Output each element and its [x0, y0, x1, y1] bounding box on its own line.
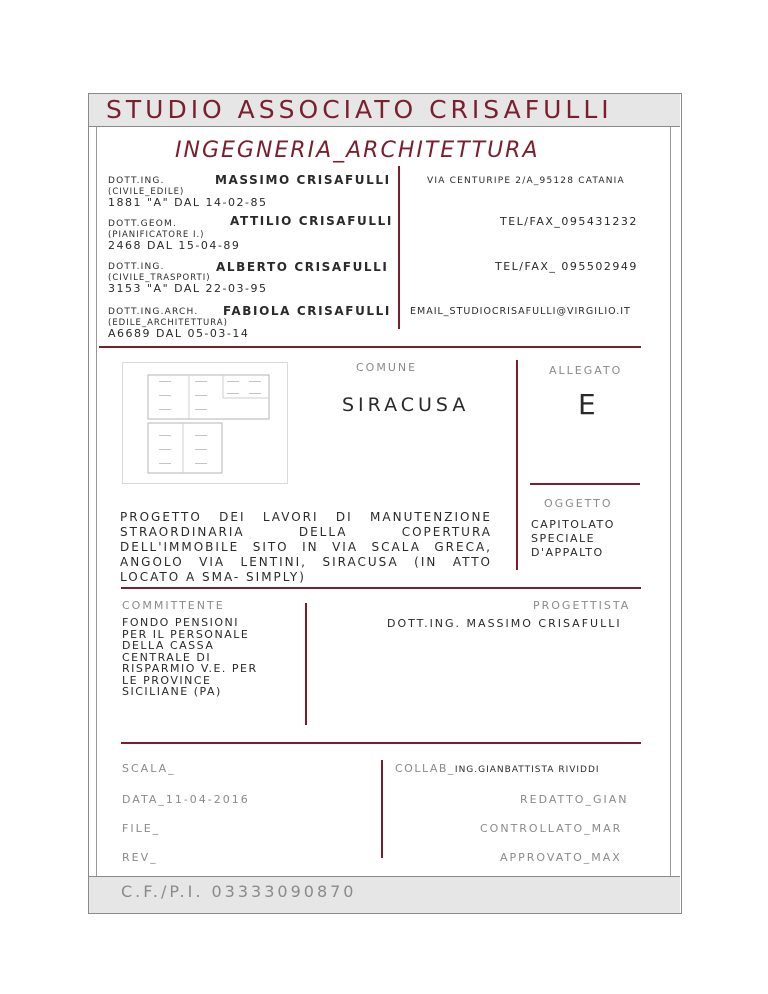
oggetto-divider — [530, 483, 640, 485]
rev-field: REV_ — [122, 851, 158, 864]
progettista-label: PROGETTISTA — [533, 599, 631, 612]
committente-label: COMMITTENTE — [122, 599, 225, 612]
oggetto-line: SPECIALE — [531, 532, 596, 545]
professional-name: ATTILIO CRISAFULLI — [230, 214, 393, 228]
collab-field — [395, 762, 600, 775]
fiscal-code: C.F./P.I. 03333090870 — [121, 882, 357, 901]
professional-name: ALBERTO CRISAFULLI — [216, 260, 389, 274]
oggetto-line: CAPITOLATO — [531, 518, 615, 531]
committente-line: DELLA CASSA — [122, 639, 215, 652]
allegato-value: E — [578, 388, 596, 421]
comune-label: COMUNE — [356, 361, 418, 374]
studio-subtitle: INGEGNERIA_ARCHITETTURA — [175, 138, 540, 163]
site-plan-drawing — [123, 363, 287, 483]
section-divider — [121, 587, 641, 589]
allegato-label: ALLEGATO — [549, 364, 623, 377]
allegato-divider — [516, 360, 518, 570]
header-divider — [398, 166, 400, 329]
professional-title: DOTT.ING. — [108, 262, 165, 272]
redatto-field: REDATTO_GIAN — [520, 793, 629, 806]
progettista-value: DOTT.ING. MASSIMO CRISAFULLI — [387, 617, 622, 630]
committente-line: LE PROVINCE — [122, 673, 212, 687]
professional-title: DOTT.ING. — [108, 176, 165, 186]
professional-spec: (CIVILE_TRASPORTI) — [108, 273, 211, 283]
committente-line: PER IL PERSONALE — [122, 627, 250, 641]
committente-line: FONDO PENSIONI — [122, 616, 240, 629]
professional-name: MASSIMO CRISAFULLI — [215, 173, 391, 187]
committente-line: SICILIANE (PA) — [122, 685, 222, 698]
site-plan-thumbnail — [122, 362, 288, 484]
approvato-field: APPROVATO_MAX — [500, 851, 622, 864]
studio-name: STUDIO ASSOCIATO CRISAFULLI — [106, 95, 613, 124]
studio-address: VIA CENTURIPE 2/A_95128 CATANIA — [427, 176, 625, 186]
committente-value — [122, 617, 292, 698]
section-divider — [121, 742, 641, 744]
comune-value: SIRACUSA — [342, 394, 470, 416]
professional-spec: (PIANIFICATORE I.) — [108, 230, 205, 240]
professional-name: FABIOLA CRISAFULLI — [223, 304, 391, 318]
oggetto-line: D'APPALTO — [531, 546, 604, 559]
studio-phone-1: TEL/FAX_095431232 — [500, 215, 638, 228]
file-field: FILE_ — [122, 822, 161, 835]
professional-spec: (CIVILE_EDILE) — [108, 187, 185, 197]
section-divider — [99, 346, 641, 348]
professional-registration: 1881 "A" DAL 14-02-85 — [108, 196, 268, 209]
committente-line: CENTRALE DI — [122, 650, 212, 664]
data-field: DATA_11-04-2016 — [122, 793, 250, 806]
committente-divider — [305, 603, 307, 725]
studio-phone-2: TEL/FAX_ 095502949 — [495, 260, 638, 273]
professional-title: DOTT.GEOM. — [108, 219, 178, 229]
professional-registration: 3153 "A" DAL 22-03-95 — [108, 282, 268, 295]
collab-name: ING.GIANBATTISTA RIVIDDI — [454, 765, 600, 775]
controllato-field: CONTROLLATO_MAR — [480, 822, 623, 835]
oggetto-label: OGGETTO — [544, 497, 613, 510]
right-border-line — [670, 125, 671, 887]
professional-title: DOTT.ING.ARCH. — [108, 307, 199, 317]
professional-registration: 2468 DAL 15-04-89 — [108, 239, 241, 252]
left-border-line — [96, 125, 97, 887]
collab-label: COLLAB_ — [395, 762, 455, 775]
professional-registration: A6689 DAL 05-03-14 — [108, 327, 250, 340]
scala-field: SCALA_ — [122, 762, 176, 775]
professional-spec: (EDILE_ARCHITETTURA) — [108, 318, 228, 328]
committente-line: RISPARMIO V.E. PER — [122, 662, 258, 675]
project-description: PROGETTO DEI LAVORI DI MANUTENZIONE STRAORDINARIA DELLA COPERTURA DELL'IMMOBILE SITO IN VIA SCALA GRECA, ANGOLO VIA LENTINI, SIRACUSA (IN ATTO LOCATO A SMA- SIMPLY) — [120, 510, 492, 584]
meta-divider — [381, 760, 383, 858]
studio-email: EMAIL_STUDIOCRISAFULLI@VIRGILIO.IT — [410, 306, 631, 317]
